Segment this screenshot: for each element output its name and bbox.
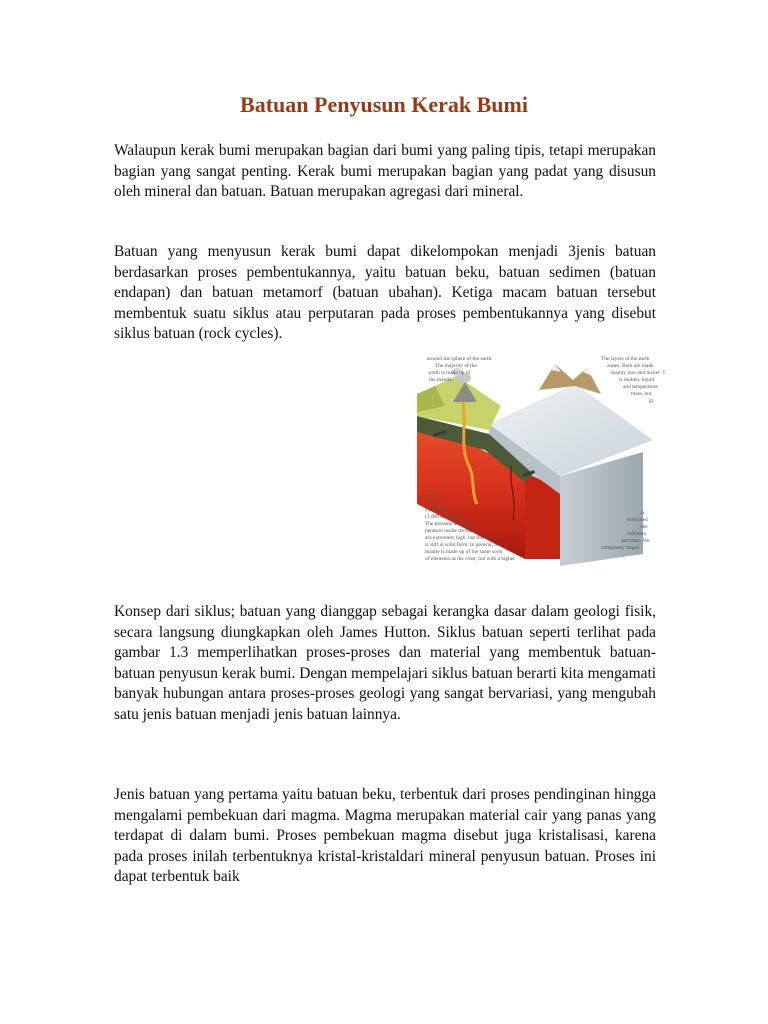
svg-text:is: is (641, 510, 645, 516)
paragraph-rock-cycle-concept: Konsep dari siklus; batuan yang dianggap sebagai kerangka dasar dalam geologi fisik, secara langsung diungkapkan oleh James Hutton. Siklus batuan seperti terlihat pada gambar 1.3 memperlihatkan proses-proses dan material yang membentuk batuan-batuan penyusun kerak bumi. Dengan mempelajari siklus batuan berarti kita mengamati banyak hubungan antara proses-proses geologi yang sangat bervariasi, yang mengubah satu jenis batuan menjadi jenis batuan lainnya. (114, 603, 656, 723)
earth-crust-illustration (405, 354, 666, 566)
svg-text:is nearly: is nearly (425, 500, 444, 506)
svg-text:gr: gr (649, 398, 654, 404)
svg-text:there, but: there, but (631, 391, 652, 397)
svg-text:mantle is made up of the same: mantle is made up of the same sorts (425, 549, 503, 555)
svg-text:earth is made up of: earth is made up of (429, 370, 471, 376)
svg-text:which: which (425, 493, 439, 499)
svg-text:is still in solid form. In gen: is still in solid form. In general, the (425, 542, 501, 548)
svg-text:around the sphere of the earth: around the sphere of the earth. (427, 356, 493, 362)
svg-text:of elements as the crust, but: of elements as the crust, but with a higher (425, 556, 515, 562)
svg-text:the: the (641, 524, 648, 530)
svg-text:and stars. We: and stars. We (621, 538, 650, 544)
svg-text:is molten, liquid: is molten, liquid (619, 377, 655, 383)
svg-text:The layers of the earth: The layers of the earth (601, 356, 650, 362)
paragraph-rock-types: Batuan yang menyusun kerak bumi dapat dikelompokan menjadi 3jenis batuan berdasarkan proses pembentukannya, yaitu batuan beku, batuan sedimen (batuan endapan) dan batuan metamorf (batuan ubahan). Ketiga macam batuan tersebut membentuk suatu siklus atau perputaran pada proses pembentukannya yang disebut siklus batuan (rock cycles). (114, 243, 656, 343)
svg-text:(3,000 km) thick.: (3,000 km) thick. (425, 514, 463, 520)
svg-text:perature inside the earth: perature inside the earth (425, 528, 477, 534)
svg-text:1,800 miles: 1,800 miles (425, 507, 451, 513)
svg-text:The pressure and tem-: The pressure and tem- (425, 521, 474, 527)
paragraph-intro: Walaupun kerak bumi merupakan bagian dari bumi yang paling tipis, tetapi merupakan bagian yang sangat penting. Kerak bumi merupakan bagian yang padat yang disusun oleh mineral dan batuan. Batuan merupakan agregasi dari mineral. (114, 142, 656, 201)
svg-text:mainly iron and nickel. T: mainly iron and nickel. T (611, 370, 666, 376)
svg-text:and temperature: and temperature (623, 384, 658, 390)
svg-text:The majority of the: The majority of the (435, 363, 477, 369)
crust-cross-section-graphic (405, 354, 666, 566)
svg-text:the mantle.: the mantle. (429, 377, 453, 383)
svg-text:zones. Both are made: zones. Both are made (607, 363, 654, 369)
paragraph-igneous-rock: Jenis batuan yang pertama yaitu batuan beku, terbentuk dari proses pendinginan hingga mengalami pembekuan dari magma. Magma merupakan material cair yang panas yang terdapat di dalam bumi. Proses pembekuan magma disebut juga kristalisasi, karena pada proses inilah terbentuknya kristal-kristaldari mineral penyusun batuan. Proses ini dapat terbentuk baik (114, 786, 656, 886)
page-title: Batuan Penyusun Kerak Bumi (240, 92, 528, 117)
svg-text:are extremely high, but this r: are extremely high, but this rock (425, 535, 496, 541)
svg-text:radiation: radiation (627, 531, 647, 537)
svg-text:estimated: estimated (627, 517, 648, 523)
svg-text:completely impos: completely impos (601, 545, 640, 551)
